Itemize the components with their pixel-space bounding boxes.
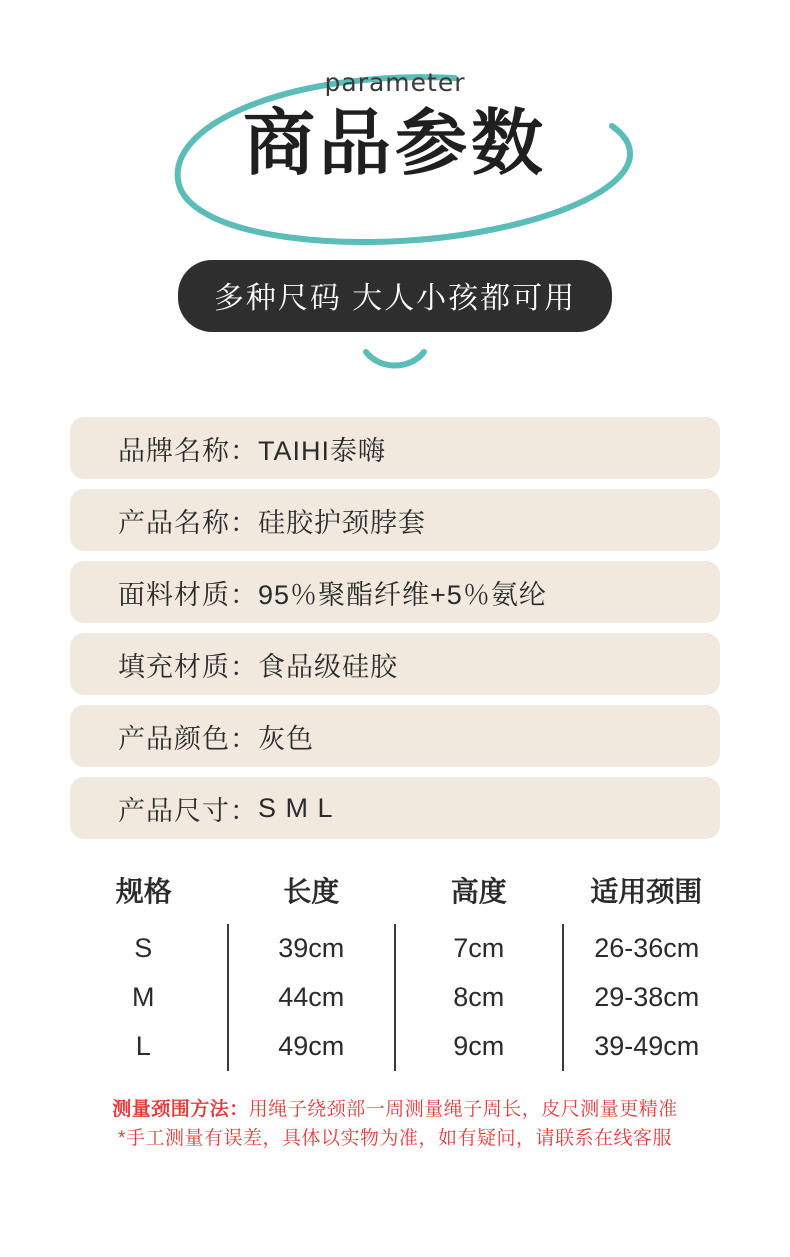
table-cell: 49cm <box>228 1022 396 1071</box>
table-cell: 7cm <box>395 924 563 973</box>
spec-value: 硅胶护颈脖套 <box>258 507 426 538</box>
table-row <box>60 973 730 1022</box>
table-cell: 26-36cm <box>563 924 731 973</box>
spec-value: S M L <box>258 792 334 823</box>
subtitle-pill: 多种尺码 大人小孩都可用 <box>178 260 612 332</box>
spec-row <box>70 777 720 839</box>
table-cell: M <box>132 982 155 1012</box>
spec-row <box>70 705 720 767</box>
smile-divider-wrap <box>0 348 790 375</box>
spec-label: 面料材质： <box>118 579 258 610</box>
table-row <box>60 1022 730 1071</box>
table-cell: 39cm <box>228 924 396 973</box>
spec-row <box>70 633 720 695</box>
spec-list <box>70 417 720 839</box>
spec-label: 产品名称： <box>118 507 258 538</box>
spec-label: 品牌名称： <box>118 435 258 466</box>
footnote-strong: 测量颈围方法： <box>112 1099 249 1120</box>
footnote <box>48 1095 742 1154</box>
table-cell: 9cm <box>395 1022 563 1071</box>
smile-divider-icon <box>360 348 430 370</box>
spec-row <box>70 489 720 551</box>
spec-label: 产品尺寸： <box>118 795 258 826</box>
spec-value: TAIHI泰嗨 <box>258 435 386 466</box>
table-header-cell: 规格 <box>115 876 172 907</box>
size-table <box>60 861 730 1071</box>
footnote-line-2: *手工测量有误差，具体以实物为准，如有疑问，请联系在线客服 <box>118 1128 672 1150</box>
table-cell: S <box>134 933 153 963</box>
table-header-row <box>60 861 730 924</box>
spec-row <box>70 561 720 623</box>
subtitle-pill-wrap <box>0 260 790 332</box>
spec-value: 95％聚酯纤维+5％氨纶 <box>258 579 547 610</box>
spec-value: 灰色 <box>258 723 314 754</box>
spec-label: 产品颜色： <box>118 723 258 754</box>
table-header-cell: 高度 <box>450 876 507 907</box>
page-header <box>0 0 790 250</box>
spec-value: 食品级硅胶 <box>258 651 398 682</box>
table-cell: 44cm <box>228 973 396 1022</box>
table-row <box>60 924 730 973</box>
table-cell: 8cm <box>395 973 563 1022</box>
spec-label: 填充材质： <box>118 651 258 682</box>
table-cell: L <box>135 1031 151 1061</box>
table-header-cell: 适用颈围 <box>590 876 703 907</box>
table-cell: 39-49cm <box>563 1022 731 1071</box>
eyebrow-text: parameter <box>324 68 466 97</box>
footnote-line-1 <box>48 1095 742 1124</box>
spec-row <box>70 417 720 479</box>
table-cell: 29-38cm <box>563 973 731 1022</box>
footnote-rest: 用绳子绕颈部一周测量绳子周长，皮尺测量更精准 <box>248 1099 678 1120</box>
table-header-cell: 长度 <box>283 876 340 907</box>
page-title: 商品参数 <box>242 104 547 184</box>
